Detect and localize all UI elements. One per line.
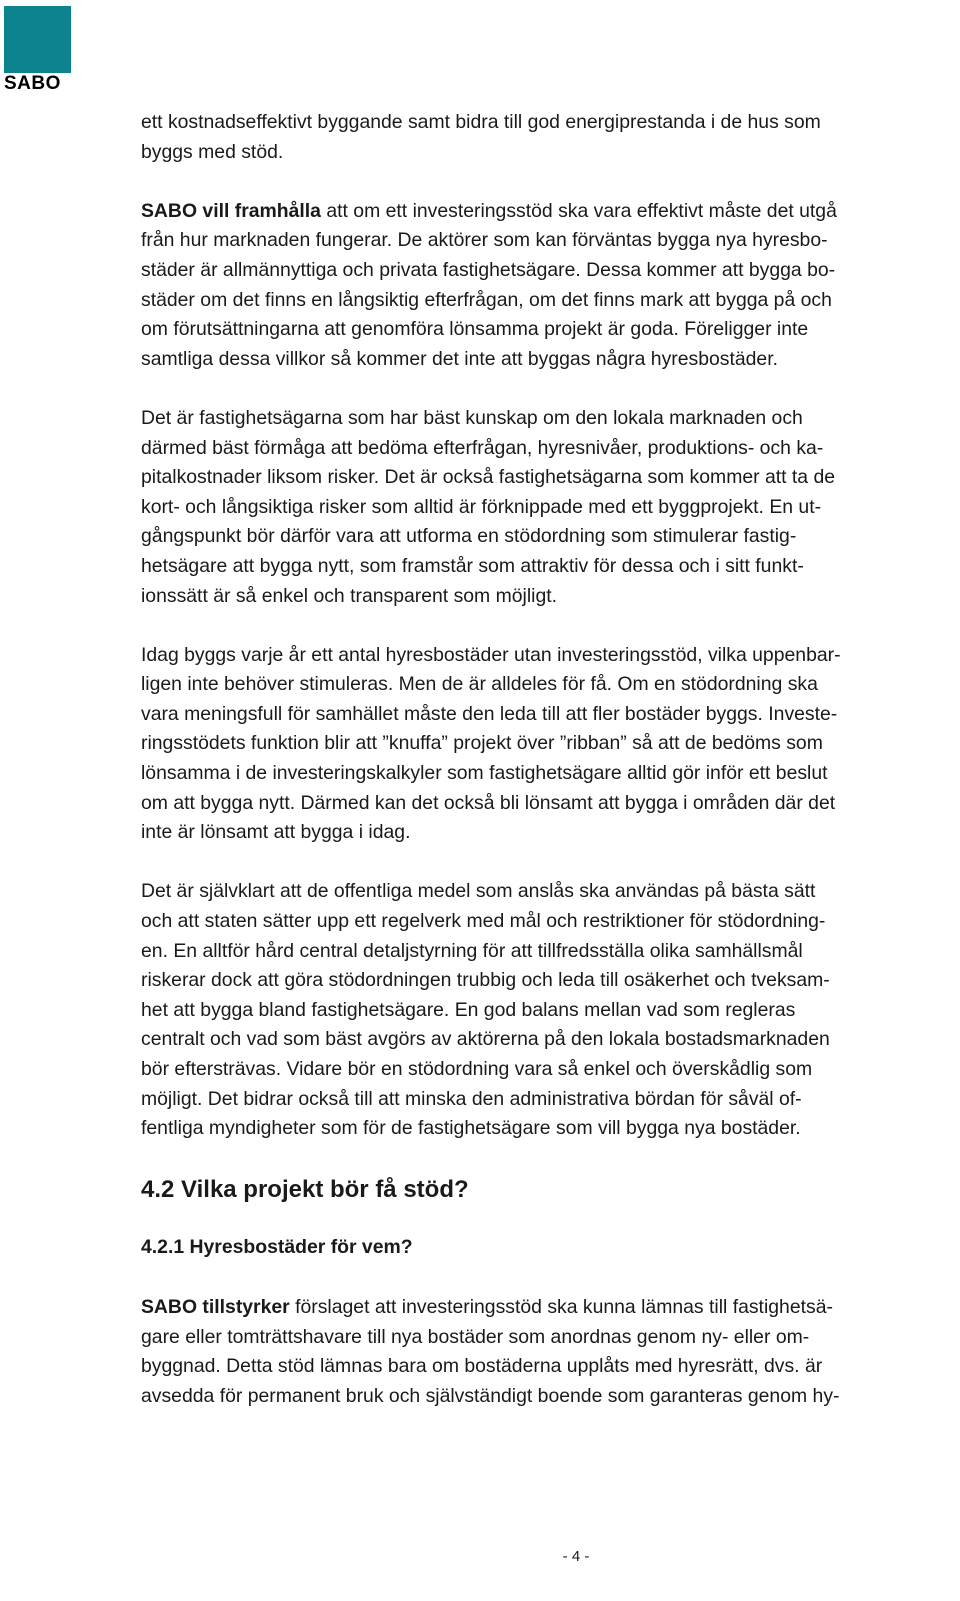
text-line: därmed bäst förmåga att bedöma efterfrågan, hyresnivåer, produktions- och ka- [141,436,824,459]
logo-square-icon [4,6,71,73]
text-line: om att bygga nytt. Därmed kan det också bli lönsamt att bygga i områden där det [141,791,836,814]
text-line: fentliga myndigheter som för de fastighetsägare som vill bygga nya bostäder. [141,1117,801,1140]
text-line: hetsägare att bygga nytt, som framstår som attraktiv för dessa och i sitt funkt- [141,554,804,577]
subsection-heading: 4.2.1 Hyresbostäder för vem? [141,1236,413,1259]
text-line: vara meningsfull för samhället måste den leda till att fler bostäder byggs. Investe- [141,702,838,725]
text-line: byggs med stöd. [141,140,284,163]
paragraph-1 [141,108,941,167]
text-line [141,197,941,227]
text-line: gare eller tomträttshavare till nya bostäder som anordnas genom ny- eller om- [141,1325,810,1348]
text-line: riskerar dock att göra stödordningen trubbig och leda till osäkerhet och tveksam- [141,969,830,992]
text-line: från hur marknaden fungerar. De aktörer som kan förväntas bygga nya hyresbo- [141,229,828,252]
paragraph-4 [141,641,941,848]
text-line: bör eftersträvas. Vidare bör en stödordning vara så enkel och överskådlig som [141,1058,813,1080]
paragraph-3 [141,404,941,611]
text-line: centralt och vad som bäst avgörs av aktörerna på den lokala bostadsmarknaden [141,1028,830,1051]
text-fragment: att om ett investeringsstöd ska vara effektivt måste det utgå [320,199,837,222]
text-line [141,1293,941,1323]
text-line: ett kostnadseffektivt byggande samt bidra till god energiprestanda i de hus som [141,111,821,133]
text-line: en. En alltför hård central detaljstyrning för att tillfredsställa olika samhällsmål [141,939,803,962]
text-line: möjligt. Det bidrar också till att minska den administrativa bördan för såväl of- [141,1087,802,1110]
text-line: städer om det finns en långsiktig efterfrågan, om det finns mark att bygga på och [141,288,832,311]
text-line: avsedda för permanent bruk och självständigt boende som garanteras genom hy- [141,1384,840,1407]
section-heading: 4.2 Vilka projekt bör få stöd? [141,1176,469,1204]
text-line: om förutsättningarna att genomföra lönsamma projekt är goda. Föreligger inte [141,318,809,341]
text-line: ionssätt är så enkel och transparent som möjligt. [141,584,558,607]
text-line: ligen inte behöver stimuleras. Men de är alldeles för få. Om en stödordning ska [141,673,818,696]
paragraph-2 [141,197,941,375]
text-line: gångspunkt bör därför vara att utforma en stödordning som stimulerar fastig- [141,525,797,548]
text-line: lönsamma i de investeringskalkyler som fastighetsägare alltid gör inför ett beslut [141,762,828,785]
text-line: Det är fastighetsägarna som har bäst kunskap om den lokala marknaden och [141,406,803,429]
text-line: Det är självklart att de offentliga medel som anslås ska användas på bästa sätt [141,880,816,903]
text-line: samtliga dessa villkor så kommer det inte att byggas några hyresbostäder. [141,347,778,370]
bold-lead: SABO tillstyrker [141,1295,290,1318]
text-line: och att staten sätter upp ett regelverk med mål och restriktioner för stödordning- [141,910,826,933]
text-line: het att bygga bland fastighetsägare. En god balans mellan vad som regleras [141,998,796,1021]
text-line: pitalkostnader liksom risker. Det är också fastighetsägarna som kommer att ta de [141,466,836,489]
sabo-logo [4,6,74,94]
text-line: städer är allmännyttiga och privata fastighetsägare. Dessa kommer att bygga bo- [141,258,836,281]
text-line: Idag byggs varje år ett antal hyresbostäder utan investeringsstöd, vilka uppenbar- [141,643,841,666]
document-body [141,108,941,1441]
bold-lead: SABO vill framhålla [141,199,321,222]
text-line: inte är lönsamt att bygga i idag. [141,821,411,844]
text-line: ringsstödets funktion blir att ”knuffa” projekt över ”ribban” så att de bedöms som [141,732,823,755]
text-fragment: förslaget att investeringsstöd ska kunna lämnas till fastighetsä- [289,1295,833,1318]
text-line: byggnad. Detta stöd lämnas bara om bostäderna upplåts med hyresrätt, dvs. är [141,1355,823,1378]
paragraph-5 [141,877,941,1143]
page-number: - 4 - [562,1548,590,1565]
logo-text: SABO [4,73,61,94]
text-line: kort- och långsiktiga risker som alltid är förknippade med ett byggprojekt. En ut- [141,495,822,518]
paragraph-6 [141,1293,941,1411]
